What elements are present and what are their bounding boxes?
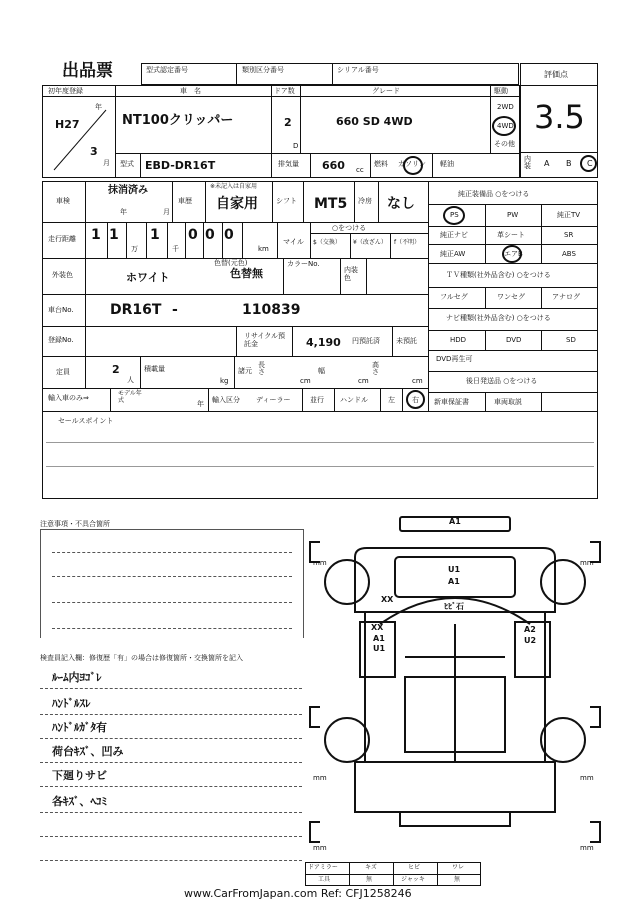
handle-left: 左 bbox=[388, 396, 395, 404]
color-no-label: カラーNo. bbox=[287, 260, 320, 268]
after-manual: 車両取説 bbox=[494, 398, 522, 406]
legend-cell: 工具 bbox=[318, 876, 331, 883]
shift-value: MT5 bbox=[314, 196, 348, 212]
dims-cm: cm bbox=[412, 377, 423, 385]
note-line: 下廻りサビ bbox=[52, 769, 107, 782]
drive-other: その他 bbox=[494, 140, 515, 148]
import-label: 輸入車のみ⇒ bbox=[48, 394, 89, 402]
car-name-value: NT100クリッパー bbox=[122, 113, 234, 128]
type-label: 型式 bbox=[120, 160, 134, 168]
disp-unit: cc bbox=[356, 166, 364, 174]
score-label: 評価点 bbox=[544, 70, 568, 79]
option-ps-circle bbox=[443, 206, 465, 225]
color-change-value: 色替無 bbox=[230, 267, 263, 280]
dims-width: 幅 bbox=[318, 367, 325, 375]
note-line: ﾊﾝﾄﾞﾙｽﾚ bbox=[52, 697, 91, 710]
score-value: 3.5 bbox=[534, 98, 585, 136]
ac-label: 冷房 bbox=[358, 197, 372, 205]
mileage-opt-unknown: f（不明） bbox=[394, 239, 421, 246]
interior-label: 内装 bbox=[524, 155, 531, 170]
recycle-not-deposited: 未預託 bbox=[396, 337, 417, 345]
interior-grade-a: A bbox=[544, 159, 550, 168]
damage-label: ﾋﾋﾞ石 bbox=[444, 602, 464, 611]
handle-right-circle bbox=[406, 390, 425, 409]
ac-value: なし bbox=[387, 196, 415, 212]
notes-title: 注意事項・不具合箇所 bbox=[40, 520, 110, 528]
fuel-light-oil: 軽油 bbox=[440, 160, 454, 168]
damage-label: A1 bbox=[449, 517, 461, 526]
mileage-opt-exchange: $（交換） bbox=[313, 239, 341, 246]
capacity-value: 2 bbox=[112, 363, 120, 376]
option-aw: 純正AW bbox=[440, 250, 466, 258]
doors-value: 2 bbox=[284, 116, 292, 129]
capacity-label: 定員 bbox=[56, 368, 70, 376]
damage-label: XX bbox=[371, 623, 384, 632]
legend-cell: 無 bbox=[366, 876, 373, 883]
damage-label: A1 bbox=[448, 577, 460, 586]
damage-label: U1 bbox=[448, 565, 461, 574]
inspector-title: 検査員記入欄：修復歴「有」の場合は修復箇所・交換箇所を記入 bbox=[40, 654, 243, 662]
fuel-circle bbox=[403, 156, 423, 175]
load-label: 積載量 bbox=[144, 365, 165, 373]
tv-title: ＴＶ種類(社外品含む) ○をつける bbox=[446, 271, 551, 279]
load-unit: kg bbox=[220, 377, 229, 385]
interior-color-label: 内装色 bbox=[344, 266, 358, 283]
import-parallel: 並行 bbox=[310, 396, 324, 404]
register-label: 登録No. bbox=[48, 336, 74, 344]
history-value: 自家用 bbox=[216, 196, 258, 212]
inspection-value: 抹消済み bbox=[108, 185, 148, 196]
option-sr: SR bbox=[564, 231, 574, 239]
after-title: 後日発送品 ○をつける bbox=[466, 377, 538, 385]
type-value: EBD-DR16T bbox=[145, 159, 216, 172]
note-line: 各ｷｽﾞ、ﾍｺﾐ bbox=[52, 795, 107, 808]
option-abs: ABS bbox=[562, 250, 576, 258]
mileage-digit: 0 bbox=[205, 227, 215, 243]
grade-label: グレード bbox=[372, 87, 400, 95]
mileage-digit: 0 bbox=[188, 227, 198, 243]
navi-sd: SD bbox=[566, 336, 576, 344]
mileage-label: 走行距離 bbox=[48, 235, 76, 243]
options-title: 純正装備品 ○をつける bbox=[458, 190, 530, 198]
damage-label: A1 bbox=[373, 634, 385, 643]
note-line: ﾊﾝﾄﾞﾙｶﾞﾀ有 bbox=[52, 721, 107, 734]
reg-month-unit: 月 bbox=[103, 159, 110, 167]
legend-cell: 無 bbox=[454, 876, 461, 883]
notes-box bbox=[40, 529, 304, 638]
mileage-digit: 1 bbox=[91, 227, 101, 243]
mileage-km-unit: km bbox=[258, 245, 269, 253]
mm-unit: mm bbox=[580, 559, 594, 567]
serial-no-label: シリアル番号 bbox=[337, 66, 379, 74]
tv-analog: アナログ bbox=[552, 293, 580, 301]
model-year-label: モデル年式 bbox=[118, 390, 142, 404]
car-name-label: 車 名 bbox=[180, 87, 201, 95]
mm-unit: mm bbox=[313, 844, 327, 852]
interior-grade-b: B bbox=[566, 159, 572, 168]
option-airbag-circle bbox=[502, 245, 522, 263]
handle-label: ハンドル bbox=[340, 396, 368, 404]
import-dealer: ディーラー bbox=[256, 396, 291, 404]
chassis-dash: - bbox=[172, 302, 178, 318]
option-airbag: エアB bbox=[504, 250, 523, 258]
mileage-opt-tampered: ¥（改ざん） bbox=[353, 239, 387, 246]
reg-year-unit: 年 bbox=[95, 103, 102, 111]
option-pw: PW bbox=[507, 211, 519, 219]
drive-4wd-circle bbox=[492, 116, 516, 136]
dims-height: 高さ bbox=[372, 361, 379, 376]
mm-unit: mm bbox=[580, 774, 594, 782]
navi-dvd-playback: DVD再生可 bbox=[436, 355, 473, 363]
mileage-man-unit: 万 bbox=[131, 245, 138, 253]
inspection-month-unit: 月 bbox=[163, 208, 170, 216]
legend-cell: ジャッキ bbox=[401, 876, 425, 883]
mileage-sen-unit: 千 bbox=[172, 245, 179, 253]
legend-cell: キズ bbox=[365, 864, 377, 871]
inspection-label: 車検 bbox=[56, 197, 70, 205]
cert-no-label: 型式認定番号 bbox=[146, 66, 188, 74]
footer-watermark: www.CarFromJapan.com Ref: CFJ1258246 bbox=[184, 887, 412, 900]
fuel-gasoline: ガソリン bbox=[398, 160, 426, 168]
navi-dvd: DVD bbox=[506, 336, 522, 344]
damage-label: XX bbox=[381, 595, 394, 604]
history-label: 車歴 bbox=[178, 197, 192, 205]
exterior-color-label: 外装色 bbox=[52, 271, 73, 279]
damage-label: A2 bbox=[524, 625, 536, 634]
doors-unit: D bbox=[293, 142, 299, 150]
dims-length: 長さ bbox=[258, 361, 265, 376]
exterior-color-value: ホワイト bbox=[126, 271, 170, 284]
mileage-digit: 1 bbox=[109, 227, 119, 243]
inspection-year-unit: 年 bbox=[120, 208, 127, 216]
handle-right: 右 bbox=[412, 396, 419, 404]
disp-value: 660 bbox=[322, 159, 345, 172]
disp-label: 排気量 bbox=[278, 160, 299, 168]
reg-era: H27 bbox=[55, 118, 80, 131]
reg-month: 3 bbox=[90, 145, 98, 158]
mileage-digit: 0 bbox=[224, 227, 234, 243]
recycle-label: リサイクル預託金 bbox=[244, 332, 286, 349]
option-leather: 革シート bbox=[497, 231, 525, 239]
note-line: ﾙｰﾑ内ﾖｺﾞﾚ bbox=[52, 671, 102, 684]
fuel-label: 燃料 bbox=[374, 160, 388, 168]
option-ps: PS bbox=[450, 211, 459, 219]
title-fields bbox=[141, 63, 519, 85]
tv-oneseg: ワンセグ bbox=[497, 293, 525, 301]
option-tv: 純正TV bbox=[557, 211, 581, 219]
interior-grade-c: C bbox=[587, 159, 593, 168]
shift-label: シフト bbox=[276, 197, 297, 205]
history-note: ※未記入は自家用 bbox=[210, 183, 258, 190]
navi-hdd: HDD bbox=[450, 336, 467, 344]
mm-unit: mm bbox=[580, 844, 594, 852]
interior-grade-circle bbox=[580, 155, 597, 172]
grade-value: 660 SD 4WD bbox=[336, 115, 413, 128]
mileage-circle-note: ○をつける bbox=[332, 224, 367, 232]
recycle-value: 4,190 bbox=[306, 336, 341, 349]
mm-unit: mm bbox=[313, 559, 327, 567]
after-warranty: 新車保証書 bbox=[434, 398, 469, 406]
mileage-mile: マイル bbox=[283, 238, 304, 246]
form-title: 出品票 bbox=[62, 61, 113, 81]
chassis-label: 車台No. bbox=[48, 306, 74, 314]
mileage-digit: 1 bbox=[150, 227, 160, 243]
damage-label: U2 bbox=[524, 636, 537, 645]
import-class-label: 輸入区分 bbox=[212, 396, 240, 404]
sales-point-label: セールスポイント bbox=[58, 417, 114, 425]
drive-label: 駆動 bbox=[494, 87, 508, 95]
chassis-number: 110839 bbox=[242, 302, 301, 318]
legend-cell: ワレ bbox=[452, 864, 465, 871]
legend-cell: ドアミラー bbox=[308, 864, 338, 871]
capacity-unit: 人 bbox=[127, 376, 134, 384]
damage-label: U1 bbox=[373, 644, 386, 653]
dims-cm: cm bbox=[300, 377, 311, 385]
navi-title: ナビ種類(社外品含む) ○をつける bbox=[446, 314, 551, 322]
chassis-prefix: DR16T bbox=[110, 302, 162, 318]
first-reg-label: 初年度登録 bbox=[48, 87, 83, 95]
model-year-unit: 年 bbox=[197, 400, 204, 408]
dims-label: 諸元 bbox=[238, 367, 252, 375]
doors-label: ドア数 bbox=[274, 87, 295, 95]
mm-unit: mm bbox=[313, 774, 327, 782]
recycle-deposited: 円預託済 bbox=[352, 337, 380, 345]
drive-2wd: 2WD bbox=[497, 103, 514, 111]
class-no-label: 類別区分番号 bbox=[242, 66, 284, 74]
drive-4wd: 4WD bbox=[497, 122, 514, 130]
note-line: 荷台ｷｽﾞ、凹み bbox=[52, 745, 124, 758]
legend-cell: ヒビ bbox=[408, 864, 421, 871]
dims-cm: cm bbox=[358, 377, 369, 385]
color-change-label: 色替(元色) bbox=[214, 259, 248, 267]
option-navi: 純正ナビ bbox=[440, 231, 468, 239]
tv-fullseg: フルセグ bbox=[440, 293, 468, 301]
